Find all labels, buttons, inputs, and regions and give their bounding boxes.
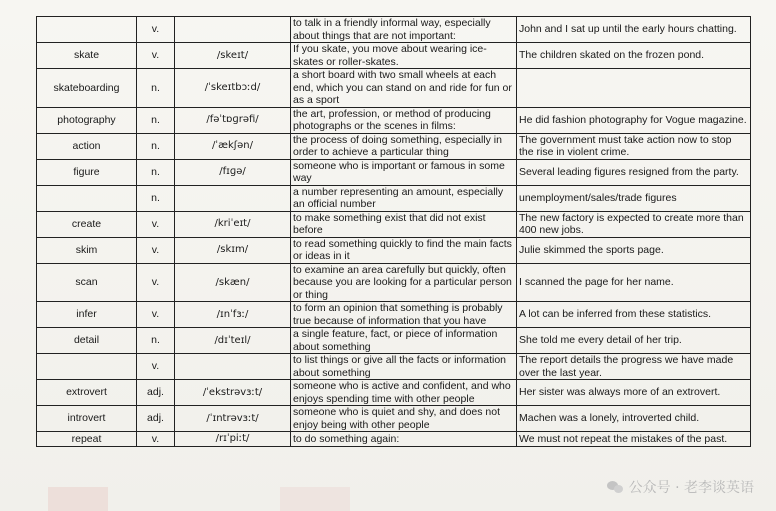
part-of-speech-cell: v. (137, 354, 175, 380)
pronunciation-cell (175, 159, 291, 185)
example-cell: Julie skimmed the sports page. (517, 237, 751, 263)
table-row (37, 185, 751, 211)
pronunciation-text: /skæn/ (215, 276, 250, 288)
definition-text: to do something again: (293, 432, 400, 445)
word-cell: introvert (37, 406, 137, 432)
part-of-speech-cell: n. (137, 107, 175, 133)
definition-text: to talk in a friendly informal way, especially about things that are not important: (293, 17, 491, 42)
pronunciation-text: /ˈɪntrəvɜːt/ (206, 412, 259, 424)
pronunciation-cell (175, 185, 291, 211)
word-cell (37, 354, 137, 380)
definition-text: to list things or give all the facts or information about something (293, 354, 507, 379)
pronunciation-text: /dɪˈteɪl/ (214, 334, 251, 346)
word-cell: photography (37, 107, 137, 133)
word-cell: detail (37, 328, 137, 354)
pronunciation-text: /fɪɡə/ (219, 166, 246, 178)
wechat-icon (607, 480, 623, 494)
definition-cell (291, 237, 517, 263)
definition-cell (291, 406, 517, 432)
word-cell: action (37, 133, 137, 159)
definition-cell (291, 133, 517, 159)
word-cell: scan (37, 263, 137, 302)
example-cell: Her sister was always more of an extrovert. (517, 380, 751, 406)
example-cell: The government must take action now to stop the rise in violent crime. (517, 133, 751, 159)
pronunciation-cell (175, 17, 291, 43)
definition-cell (291, 354, 517, 380)
pronunciation-text: /ɪnˈfɜː/ (216, 308, 249, 320)
definition-cell (291, 69, 517, 108)
part-of-speech-cell: adj. (137, 406, 175, 432)
example-cell (517, 69, 751, 108)
pronunciation-cell (175, 107, 291, 133)
example-cell: She told me every detail of her trip. (517, 328, 751, 354)
definition-text: a short board with two small wheels at each end, which you can stand on and ride for fun or as a sport (293, 69, 512, 106)
definition-cell (291, 328, 517, 354)
table-row (37, 380, 751, 406)
part-of-speech-cell: n. (137, 328, 175, 354)
pronunciation-cell (175, 432, 291, 447)
pronunciation-text: /fəˈtɒɡrəfi/ (206, 114, 259, 126)
word-cell: infer (37, 302, 137, 328)
pronunciation-cell (175, 406, 291, 432)
part-of-speech-cell: n. (137, 159, 175, 185)
word-cell: create (37, 211, 137, 237)
part-of-speech-cell: v. (137, 237, 175, 263)
word-cell: figure (37, 159, 137, 185)
example-cell: I scanned the page for her name. (517, 263, 751, 302)
pronunciation-cell (175, 380, 291, 406)
definition-text: a number representing an amount, especially an official number (293, 185, 504, 210)
table-row (37, 17, 751, 43)
definition-cell (291, 107, 517, 133)
part-of-speech-cell: v. (137, 263, 175, 302)
part-of-speech-cell: n. (137, 133, 175, 159)
pronunciation-text: /ˈskeɪtbɔːd/ (204, 82, 261, 93)
example-cell: Machen was a lonely, introverted child. (517, 406, 751, 432)
word-cell (37, 185, 137, 211)
pronunciation-cell (175, 302, 291, 328)
part-of-speech-cell: v. (137, 302, 175, 328)
word-cell: skate (37, 43, 137, 69)
print-smudge (280, 487, 350, 511)
table-row (37, 107, 751, 133)
part-of-speech-cell: adj. (137, 380, 175, 406)
pronunciation-text: /skeɪt/ (216, 49, 249, 61)
pronunciation-cell (175, 328, 291, 354)
definition-text: to make something exist that did not exist before (293, 211, 486, 236)
part-of-speech-cell: v. (137, 211, 175, 237)
part-of-speech-cell: v. (137, 432, 175, 447)
definition-text: the process of doing something, especially in order to achieve a particular thing (293, 133, 502, 158)
pronunciation-text: /ˈækʃən/ (212, 140, 253, 152)
word-cell: extrovert (37, 380, 137, 406)
pronunciation-cell (175, 43, 291, 69)
definition-cell (291, 185, 517, 211)
example-cell: He did fashion photography for Vogue magazine. (517, 107, 751, 133)
pronunciation-cell (175, 354, 291, 380)
definition-text: someone who is important or famous in some way (293, 159, 505, 184)
part-of-speech-cell: v. (137, 17, 175, 43)
example-cell: The new factory is expected to create more than 400 new jobs. (517, 211, 751, 237)
definition-cell (291, 159, 517, 185)
word-cell: skateboarding (37, 69, 137, 108)
definition-cell (291, 432, 517, 447)
watermark-text: 公众号 · 老李谈英语 (628, 480, 754, 496)
table-row (37, 432, 751, 447)
word-cell: repeat (37, 432, 137, 447)
definition-text: the art, profession, or method of producing photographs or the scenes in films: (293, 107, 491, 132)
pronunciation-cell (175, 263, 291, 302)
word-cell (37, 17, 137, 43)
pronunciation-text: /skɪm/ (216, 244, 249, 256)
example-cell: Several leading figures resigned from the party. (517, 159, 751, 185)
definition-cell (291, 211, 517, 237)
pronunciation-text: /ˈekstrəvɜːt/ (202, 386, 263, 398)
pronunciation-cell (175, 133, 291, 159)
table-row (37, 211, 751, 237)
definition-cell (291, 263, 517, 302)
definition-text: someone who is active and confident, and who enjoys spending time with other people (293, 380, 511, 405)
definition-text: a single feature, fact, or piece of information about something (293, 328, 498, 353)
example-cell: The children skated on the frozen pond. (517, 43, 751, 69)
word-cell: skim (37, 237, 137, 263)
part-of-speech-cell: v. (137, 43, 175, 69)
definition-text: If you skate, you move about wearing ice-skates or roller-skates. (293, 43, 487, 68)
definition-cell (291, 17, 517, 43)
pronunciation-cell (175, 211, 291, 237)
pronunciation-text: /rɪˈpiːt/ (215, 433, 250, 444)
example-cell: unemployment/sales/trade figures (517, 185, 751, 211)
example-cell: John and I sat up until the early hours chatting. (517, 17, 751, 43)
table-row (37, 43, 751, 69)
pronunciation-cell (175, 237, 291, 263)
definition-text: to examine an area carefully but quickly, often because you are looking for a particular person or thing (293, 263, 512, 301)
table-row (37, 237, 751, 263)
table-row (37, 69, 751, 108)
table-row (37, 406, 751, 432)
definition-text: someone who is quiet and shy, and does not enjoy being with other people (293, 406, 501, 431)
part-of-speech-cell: n. (137, 185, 175, 211)
table-row (37, 328, 751, 354)
vocabulary-table (36, 16, 751, 447)
example-cell: The report details the progress we have made over the last year. (517, 354, 751, 380)
table-row (37, 133, 751, 159)
pronunciation-cell (175, 69, 291, 108)
example-cell: We must not repeat the mistakes of the past. (517, 432, 751, 447)
table-row (37, 159, 751, 185)
definition-text: to form an opinion that something is probably true because of information that you have (293, 302, 503, 327)
table-row (37, 354, 751, 380)
definition-cell (291, 380, 517, 406)
pronunciation-text: /kriˈeɪt/ (214, 218, 251, 230)
definition-text: to read something quickly to find the main facts or ideas in it (293, 237, 512, 262)
definition-cell (291, 302, 517, 328)
print-smudge (48, 487, 108, 511)
table-row (37, 302, 751, 328)
vocabulary-table-body (37, 17, 751, 447)
part-of-speech-cell: n. (137, 69, 175, 108)
example-cell: A lot can be inferred from these statistics. (517, 302, 751, 328)
watermark (607, 477, 754, 497)
definition-cell (291, 43, 517, 69)
table-row (37, 263, 751, 302)
